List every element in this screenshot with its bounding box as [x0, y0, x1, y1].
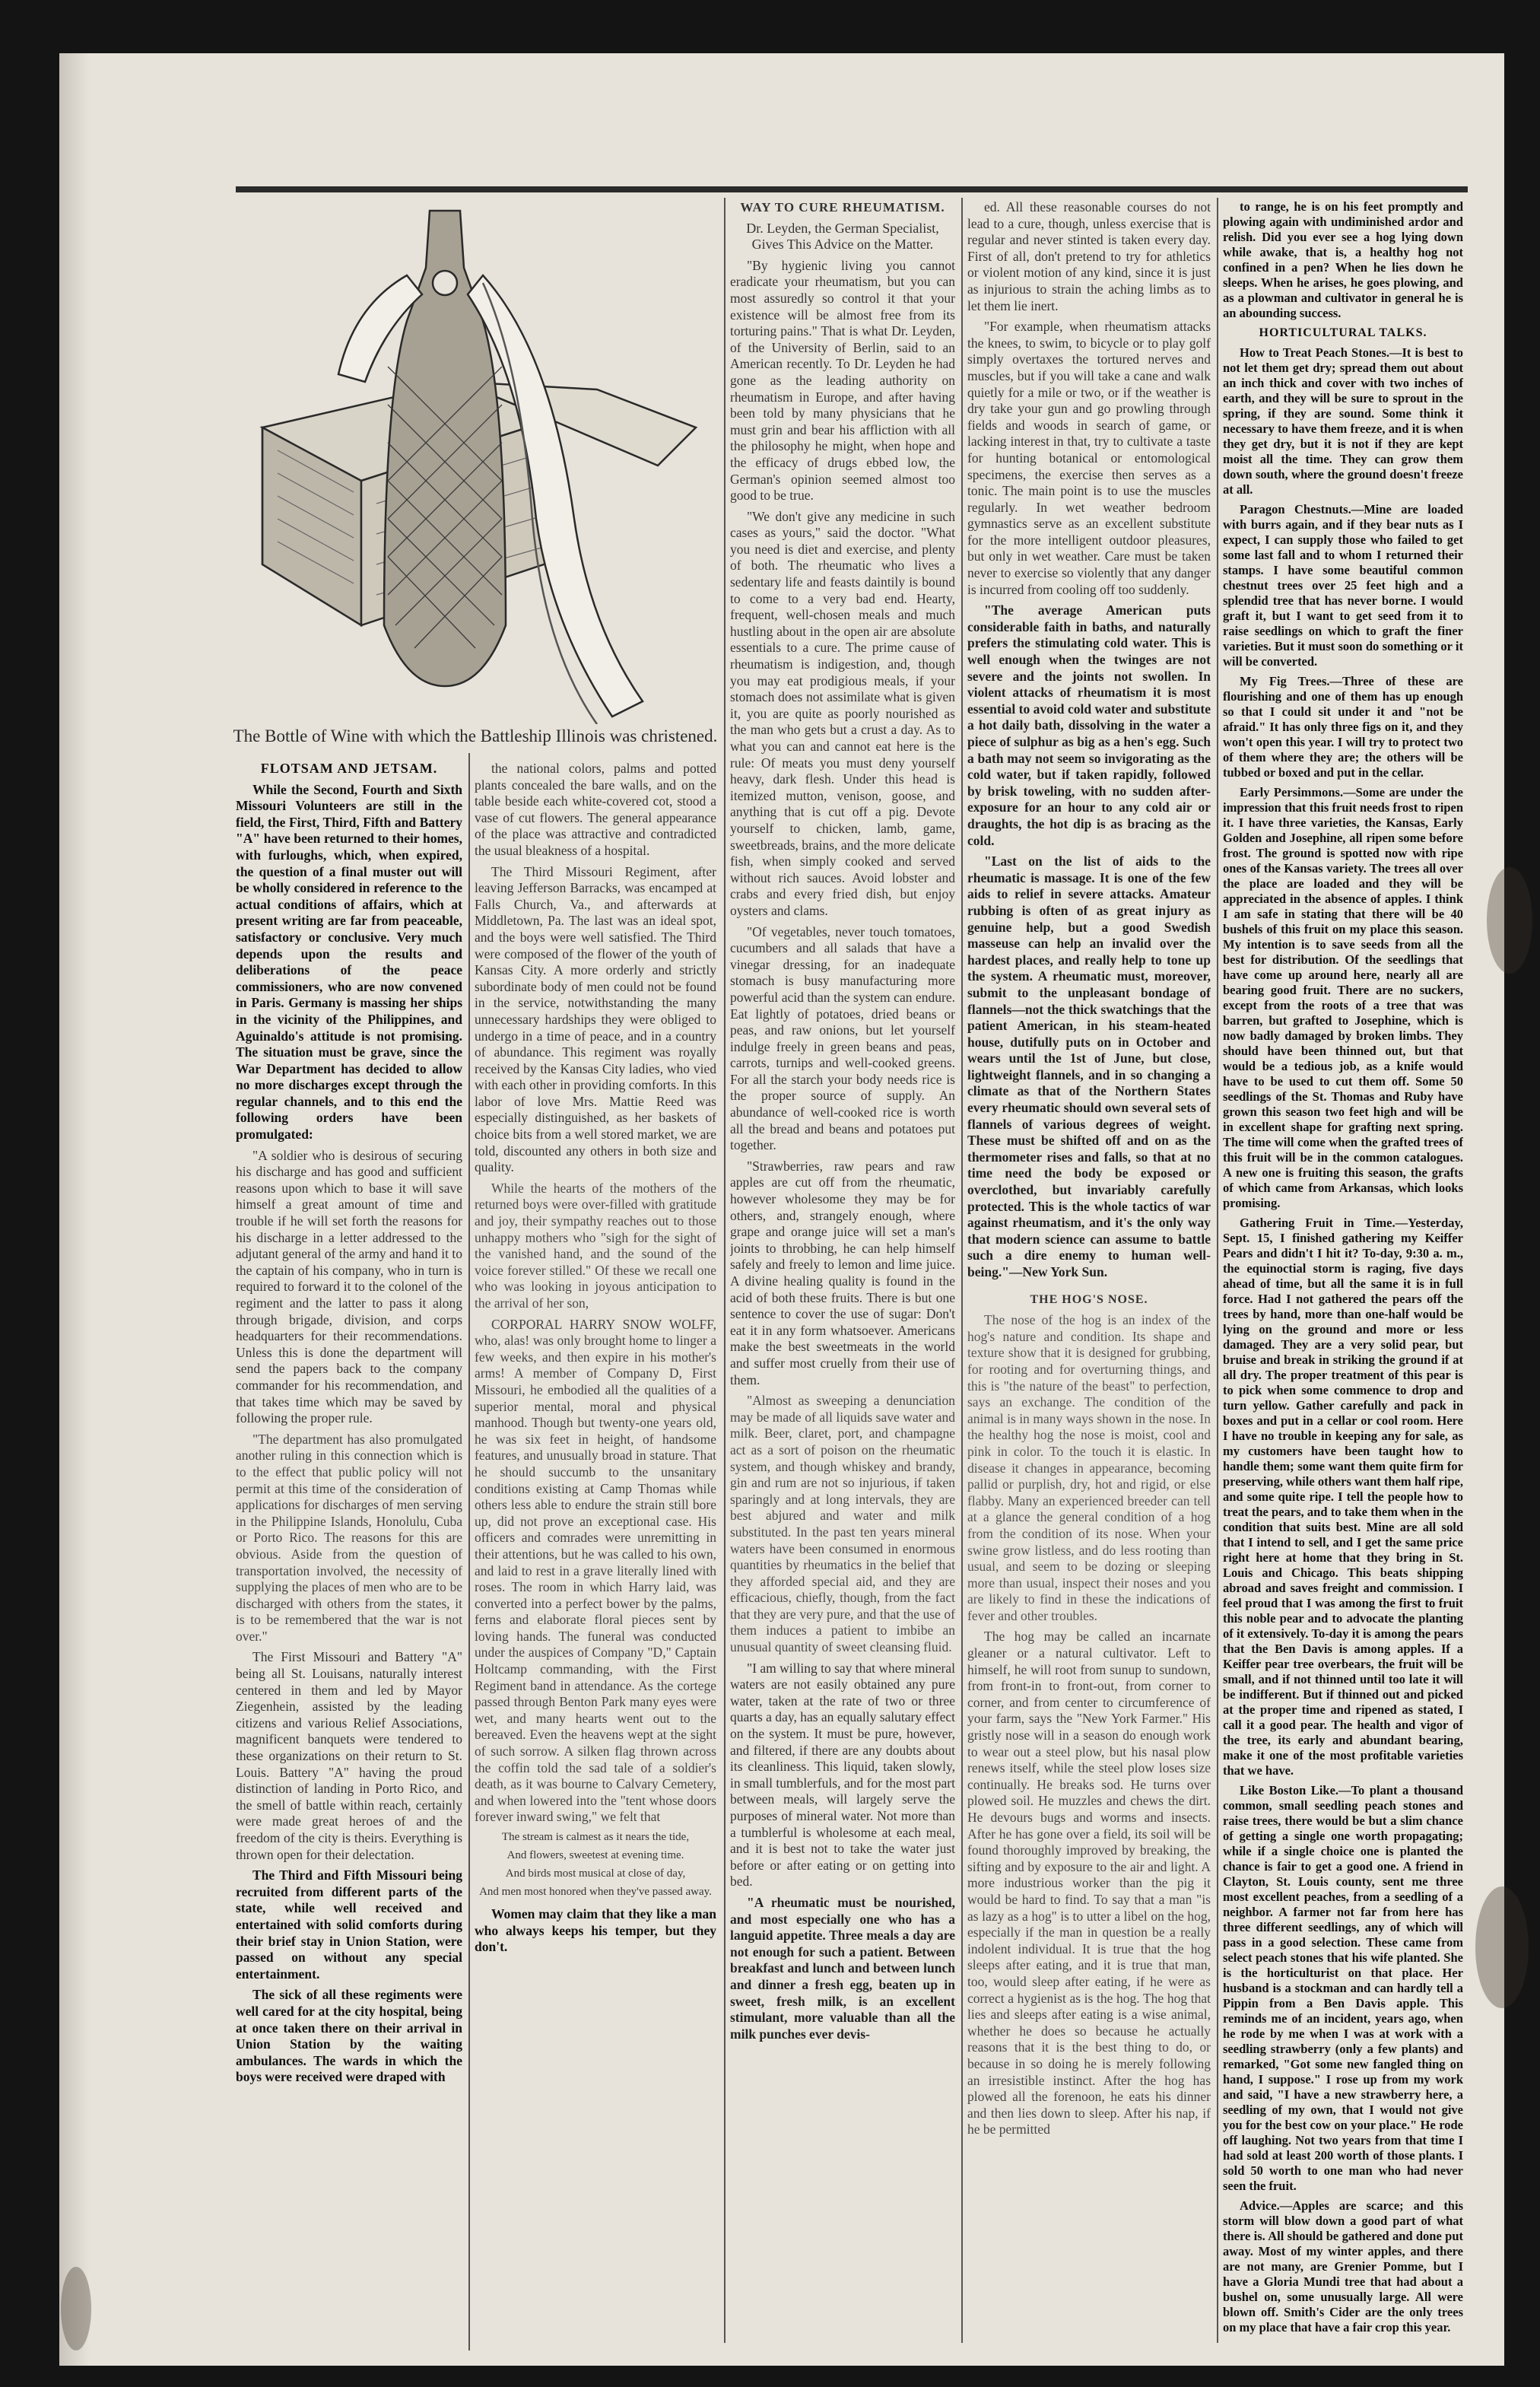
paragraph: "Almost as sweeping a denunciation may be made of all liquids save water and milk. Beer, claret, port, and champagne act as a sort of poison on the rheumatic system, and though whiskey and brandy, gin and rum are not so injurious, if taken sparingly and at long intervals, they are best abjured and water and milk substituted. In the past ten years mineral waters have been consumed in enormous quantities by rheumatics in the belief that they afforded special aid, and they are efficacious, chiefly, though, from the fact that they are very pure, and that the use of them induces a patient to imbibe an unusual quantity of sweet cleansing fluid.: [730, 1393, 955, 1655]
verse-line: And men most honored when they've passed away.: [479, 1886, 712, 1898]
paragraph: Like Boston Like.—To plant a thousand common, small seedling peach stones and raise trees, there would be but a slim chance of getting a single one worth propagating; while if a single choice one is planted the chance is fair to get a good one. A friend in Clayton, St. Louis county, sent me three most excellent peaches, from a seedling of a neighbor. A farmer not far from here has three different seedlings, any of which will pass in a good selection. These came from select peach stones that his wife planted. She is the horticulturist on that place. Her husband is a stockman and can hardly tell a Pippin from a Ben Davis apple. This reminds me of an incident, years ago, when he rode by me when I was at work with a seedling strawberry (only a few plants) and remarked, "Got some new fangled thing on hand, I suppose." I rose up from my work and said, "I have a new strawberry here, a seedling of my own, that I would not give you for the best cow on your place." He rode off laughing. Not two years from that time I had sold at least 200 worth of those plants. I sold 50 worth to one man who had never seen the fruit.: [1223, 1783, 1463, 2193]
paragraph: Gathering Fruit in Time.—Yesterday, Sept. 15, I finished gathering my Keiffer Pears and didn't I hit it? To-day, 9:30 a. m., the equinoctial storm is raging, five days ahead of time, but all the same it is in full force. Had I not gathered the pears off the trees by hand, more than one-half would be lying on the ground and more or less damaged. They are a very solid pear, but bruise and break in striking the ground if at all dry. The proper treatment of this pear is to pick when some commence to drop and turn yellow. Gather carefully and pack in boxes and put in a cellar or cool room. Here I have no trouble in keeping any for sale, as my customers have been taught how to handle them; some want them quite firm for preserving, while others want them half ripe, and some quite ripe. I tell the people how to treat the pears, and to take them when in the condition that suits best. Mine are all sold that I intend to sell, and I get the same price right here at home that they bring in St. Louis and Chicago. This beats shipping abroad and saves freight and commission. I feel proud that I was among the first to fruit this noble pear and to advocate the planting of it extensively. To-day it is among the pears that the Ben Davis is among apples. If a Keiffer pear tree overbears, the fruit will be small, and if not thinned until too late it will be indifferent. But if thinned out and picked at the proper time and ripened as stated, I call it a good pear. The health and vigor of the tree, its early and abundant bearing, make it one of the most profitable varieties that we have.: [1223, 1216, 1463, 1778]
paragraph: "I am willing to say that where mineral waters are not easily obtained any pure water, taken at the rate of two or three quarts a day, has an equally salutary effect on the system. It must be pure, however, and filtered, if there are any doubts about its cleanliness. This liquid, taken slowly, in small tumblerfuls, and for the most part between meals, will largely serve the purposes of mineral water. Not more than a tumblerful is wholesome at each meal, and it is best not to take the water just before or after eating or on getting into bed.: [730, 1660, 955, 1890]
paragraph: The Third Missouri Regiment, after leaving Jefferson Barracks, was encamped at Falls Church, Va., and afterwards at Middletown, Pa. The last was an ideal spot, and the boys were well satisfied. The Third were composed of the flower of the youth of Kansas City. A more orderly and strictly subordinate body of men could not be found in the service, notwithstanding the many unnecessary hardships they were obliged to undergo in a time of peace, and in a country of abundance. This regiment was royally received by the Kansas City ladies, who vied with each other in providing comforts. In this labor of love Mrs. Mattie Reed was especially distinguished, as her baskets of choice bits from a well stored market, we are told, discounted any others in both size and quality.: [475, 863, 716, 1175]
paragraph: The nose of the hog is an index of the hog's nature and condition. Its shape and texture show that it is designed for grubbing, for rooting and for overturning things, and this is "the nature of the beast" to perfection, says an exchange. The condition of the animal is in many ways shown in the nose. In the healthy hog the nose is moist, cool and pink in color. To the touch it is elastic. In disease it changes in appearance, becoming pallid or purplish, dry, hot and rigid, or else flabby. Many an experienced breeder can tell at a glance the general condition of a hog from the condition of its nose. When your swine grow listless, and do less rooting than usual, and seem to be dozing or sleeping more than usual, inspect their noses and you are likely to find in these the indications of fever and other troubles.: [967, 1312, 1211, 1623]
column-flotsam: [236, 761, 462, 2350]
verse-line: And birds most musical at close of day,: [505, 1867, 686, 1880]
article-heading: WAY TO CURE RHEUMATISM.: [740, 200, 945, 215]
column-divider: [468, 753, 470, 2350]
article-heading: HORTICULTURAL TALKS.: [1259, 326, 1427, 339]
illustration-caption: The Bottle of Wine with which the Battleship Illinois was christened.: [233, 726, 718, 745]
paragraph: "The average American puts considerable faith in baths, and naturally prefers the stimulating cold water. This is well enough when the twinges are not severe and the joints not swollen. In violent attacks of rheumatism it is most essential to avoid cold water and substitute a hot daily bath, dissolving in the water a piece of sulphur as big as a hen's egg. Such a bath may not seem so invigorating as the cold water, but if taken rapidly, followed by brisk toweling, with no sudden after-exposure for an hour to any cold air or draughts, the hot dip is as bracing as the cold.: [967, 602, 1211, 848]
paragraph: "Strawberries, raw pears and raw apples are cut off from the rheumatic, however wholesome they may be for others, and, strangely enough, where grape and orange juice will set a man's joints to throbbing, he can help himself safely and freely to lemon and lime juice. A divine healing quality is found in the acid of both these fruits. There is but one sentence to cover the use of sugar: Don't eat it in any form whatsoever. Americans make the best sweetmeats in the world and suffer most cruelly from their use of them.: [730, 1158, 955, 1387]
paragraph: The hog may be called an incarnate gleaner or a natural cultivator. Left to himself, he will root from sunup to sundown, from front-in to front-out, from corner to corner, and from center to circumference of your farm, says the "New York Farmer." His gristly nose will in a season do enough work to wear out a steel plow, but his nasal plow renews itself, while the steel plow loses size continually. He breaks sod. He turns over plowed soil. He muzzles and chews the dirt. He devours bugs and worms and insects. After he has gone over a field, its soil will be found thoroughly improved by breaking, the sifting and by exposure to the air and light. A more industrious worker than the pig it would be hard to find. To say that a man "is as lazy as a hog" is to utter a libel on the hog, especially if the man in question be a really indolent individual. It is true that the hog sleeps after eating, and it is true that man, too, would sleep after eating, if he were as correct a hygienist as is the hog. The hog that lies and sleeps after eating is a wise animal, whether he does so because he actually reasons that it is the best thing to do, or because in so doing he is merely following an irresistible instinct. After the hog has plowed all the forenoon, he eats his dinner and then lies down to sleep. After his nap, if he be permitted: [967, 1629, 1211, 2137]
article-heading: THE HOG'S NOSE.: [1030, 1292, 1148, 1306]
ink-stain: [1475, 1886, 1529, 2008]
paragraph: ed. All these reasonable courses do not lead to a cure, though, unless exercise that is regular and never stinted is taken every day. First of all, don't pretend to try for athletics or violent motion of any kind, since it is just as injurious to strain the aching limbs as to let them lie inert.: [967, 199, 1211, 313]
wine-bottle-illustration: [232, 199, 719, 724]
paragraph: "A soldier who is desirous of securing his discharge and has good and sufficient reasons upon which to base it will save himself a great amount of time and trouble if he will set forth the reasons for his discharge in a letter addressed to the adjutant general of the army and hand it to the captain of his company, who in turn is required to forward it to the colonel of the regiment and the latter to pass it along through brigade, division, and corps headquarters for their recommendations. Unless this is done the department will send the papers back to the company commander for his recommendation, and that takes time which may be saved by following the proper rule.: [236, 1147, 462, 1426]
paragraph: "Of vegetables, never touch tomatoes, cucumbers and all salads that have a vinegar dressing, for an inadequate stomach is busy manufacturing more powerful acid than the system can endure. Eat lightly of potatoes, dried beans or peas, and raw onions, but let yourself indulge freely in green beans and peas, carrots, turnips and well-cooked greens. For all the starch your body needs rice is the proper source of supply. An abundance of well-cooked rice is worth all the bread and beans and potatoes put together.: [730, 923, 955, 1153]
paragraph: My Fig Trees.—Three of these are flourishing and one of them has up enough so that I could sit under it and "not be afraid." It has only three figs on it, and they won't open this year. I will try to protect two of them where they are; the others will be tubbed or boxed and put in the cellar.: [1223, 674, 1463, 780]
paragraph: The First Missouri and Battery "A" being all St. Louisans, naturally interest centered in them and led by Mayor Ziegenhein, assisted by the leading citizens and various Relief Associations, magnificent banquets were tendered to these organizations on their return to St. Louis. Battery "A" having the proud distinction of landing in Porto Rico, and the smell of battle within reach, certainly were made great heroes of and the freedom of the city is theirs. Everything is thrown open for their delectation.: [236, 1649, 462, 1862]
column-divider: [961, 198, 963, 2343]
paragraph: CORPORAL HARRY SNOW WOLFF, who, alas! was only brought home to linger a few weeks, and then expire in his mother's arms! A member of Company D, First Missouri, he embodied all the qualities of a superior mental, moral and physical manhood. Though but twenty-one years old, he was six feet in height, of handsome features, and unusually broad in stature. That he should succumb to the unsanitary conditions existing at Camp Thomas while others less able to endure the strain still bore up, did not prove an exceptional case. His officers and comrades were unremitting in their attentions, but he was called to his own, and laid to rest in a grave literally lined with roses. The room in which Harry laid, was converted into a perfect bower by the palms, ferns and elaborate floral pieces sent by loving hands. The funeral was conducted under the auspices of Company "D," Captain Holtcamp commanding, with the First Regiment band in attendance. As the cortege passed through Benton Park many eyes were wet, and many hearts went out to the bereaved. Even the heavens wept at the sight of such sorrow. A silken flag thrown across the coffin told the sad tale of a soldier's death, as it was bourne to Calvary Cemetery, and when lowered into the "tent whose doors forever inward swing," we felt that: [475, 1316, 716, 1825]
ink-stain: [61, 2267, 91, 2350]
closing-line: Women may claim that they like a man who always keeps his temper, but they don't.: [475, 1906, 716, 1955]
column-horticultural: [1223, 199, 1463, 2352]
column-rheumatism: [730, 199, 955, 2352]
paragraph: "We don't give any medicine in such cases as yours," said the doctor. "What you need is diet and exercise, and plenty of both. The rheumatic who lives a sedentary life and feasts daintily is bound to come to a very bad end. Hearty, frequent, well-chosen meals and much hustling about in the open air are absolute essentials to a cure. The prime cause of rheumatism is indigestion, and, though you may eat prodigious meals, if your stomach does not assimilate what is given it, you are quite as poorly nourished as the man who gets but a crust a day. As to what you can and cannot eat here is the rule: Of meats you must deny yourself heavy, dark flesh. Under this head is itemized mutton, venison, goose, and anything that is cut off a pig. Devote yourself to chicken, lamb, game, sweetbreads, brains, and the more delicate fish, when simply cooked and served without rich sauces. Avoid lobster and crabs and every fried dish, but enjoy oysters and clams.: [730, 508, 955, 918]
paragraph: to range, he is on his feet promptly and plowing again with undiminished ardor and relish. Did you ever see a hog lying down while awake, that is, a healthy hog not confined in a pen? When he lies down he sleeps. When he arises, he goes plowing, and as a plowman and cultivator in general he is an abounding success.: [1223, 199, 1463, 320]
paragraph: "Last on the list of aids to the rheumatic is massage. It is one of the few aids to relief in severe attacks. Amateur rubbing is often of as great injury as genuine help, but a good Swedish masseuse can help an invalid over the hardest places, and really help to tone up the system. A rheumatic must, moreover, submit to the unpleasant bondage of flannels—not the thick swatchings that the patient American, in his steam-heated house, dutifully puts on in October and wears until the 1st of June, but close, lightweight flannels, and in so changing a climate as that of the Northern States every rheumatic should own several sets of flannels of various degrees of weight. These must be shifted off and on as the thermometer rises and falls, so that at no time need the body be exposed or overclothed, but invariably carefully protected. This is the whole tactics of war against rheumatism, and it's the only way that modern science can assume to battle such a dire enemy to human well-being."—New York Sun.: [967, 853, 1211, 1279]
column-hospital-report: [475, 761, 716, 2350]
paragraph: The sick of all these regiments were well cared for at the city hospital, being at once taken there on their arrival in Union Station by the waiting ambulances. The wards in which the boys were received were draped with: [236, 1987, 462, 2085]
page-edge-shadow: [59, 53, 90, 2366]
paragraph: The Third and Fifth Missouri being recruited from different parts of the state, while well received and entertained with solid comforts during their brief stay in Union Station, were passed on without any special entertainment.: [236, 1867, 462, 1982]
paragraph: While the Second, Fourth and Sixth Missouri Volunteers are still in the field, the First, Third, Fifth and Battery "A" have been returned to their homes, with furloughs, which, when expired, the question of a final muster out will be wholly considered in reference to the actual conditions of affairs, which at present writing are far from peaceable, satisfactory or conclusive. Very much depends upon the results and deliberations of the peace commissioners, who are now convened in Paris. Germany is massing her ships in the vicinity of the Philippines, and Aguinaldo's attitude is not promising. The situation must be grave, since the War Department has decided to allow no more discharges except through the regular channels, and to this end the following orders have been promulgated:: [236, 781, 462, 1143]
paragraph: "By hygienic living you cannot eradicate your rheumatism, but you can most assuredly so control it that your existence will be almost free from its torturing pains." That is what Dr. Leyden, of the University of Berlin, said to an American recently. To Dr. Leyden he had gone as the leading authority on rheumatism in Europe, and after having been told by many physicians that he must grin and bear his affliction with all the philosophy he might, when hope and the efficacy of drugs ebbed low, the German's opinion seemed almost too good to be true.: [730, 257, 955, 504]
verse-line: And flowers, sweetest at evening time.: [506, 1849, 684, 1861]
verse-line: The stream is calmest as it nears the tide,: [501, 1831, 690, 1843]
paragraph: Early Persimmons.—Some are under the impression that this fruit needs frost to ripen it. I have three varieties, the Kansas, Early Golden and Josephine, all ripen some before frost. The ground is spotted now with ripe ones of the Kansas variety. The trees all over the place are loaded and they will be appreciated in the absence of apples. I think I am safe in stating that there will be 40 bushels of this fruit on my place this season. My intention is to save seeds from all the best for distribution. Of the seedlings that have come up around here, nearly all are bearing good fruit. There are no suckers, except from the roots of a tree that was barren, but grafted to Josephine, which is now badly damaged by broken limbs. They should have been thinned out, but that would be a tedious job, as a knife would have to be used to cut them off. Some 50 seedlings of the St. Thomas and Ruby have grown this season two feet high and will be in excellent shape for grafting next spring. The time will come when the grafted trees of this fruit will be in the common catalogues. A new one is fruiting this season, the grafts of which came from Arkansas, which looks promising.: [1223, 785, 1463, 1210]
paragraph: While the hearts of the mothers of the returned boys were over-filled with gratitude and joy, their sympathy reaches out to those unhappy mothers who "sigh for the sight of the vanished hand, and the sound of the voice forever stilled." Of these we recall one who was looking in joyous anticipation to the arrival of her son,: [475, 1180, 716, 1311]
column-divider: [1217, 198, 1218, 2343]
paragraph: "For example, when rheumatism attacks the knees, to swim, to bicycle or to play golf simply overtaxes the tortured nerves and muscles, but if you will take a cane and walk quietly for a mile or two, or if the weather is dry take your gun and go prowling through fields and woods in search of game, or lacking interest in that, try to cultivate a taste for hunting botanical or entomological specimens, the exercise then serves as a tonic. The main point is to use the muscles regularly. In wet weather bedroom gymnastics serve as an excellent substitute for the more intelligent outdoor pleasures, but only in wet weather. Care must be taken never to exercise so violently that any danger is incurred from cooling off too suddenly.: [967, 319, 1211, 597]
ink-stain: [1487, 867, 1532, 974]
column-rheumatism-continued: [967, 199, 1211, 2352]
paragraph: Advice.—Apples are scarce; and this storm will blow down a good part of what there is. All should be gathered and done put away. Most of my winter apples, and there are not many, are Grenier Pomme, but I have a Gloria Mundi tree that had about a bushel on, some unusually large. All were blown off. Smith's Cider are the only trees on my place that have a fair crop this year.: [1223, 2198, 1463, 2335]
article-heading: FLOTSAM AND JETSAM.: [260, 761, 438, 776]
paragraph: "A rheumatic must be nourished, and most especially one who has a languid appetite. Three meals a day are not enough for such a patient. Between breakfast and lunch and between lunch and dinner a fresh egg, beaten up in sweet, fresh milk, is an excellent stimulant, more valuable than all the milk punches ever devis-: [730, 1894, 955, 2042]
article-subheading: Dr. Leyden, the German Specialist, Gives This Advice on the Matter.: [746, 220, 939, 253]
paragraph: How to Treat Peach Stones.—It is best to not let them get dry; spread them out about an inch thick and cover with two inches of earth, and they will be sure to sprout in the spring, if they are sound. Some think it necessary to have them freeze, and it is when they get dry, but it is not if they are kept moist all the time. They can grow them down south, where the ground doesn't freeze at all.: [1223, 345, 1463, 497]
paragraph: "The department has also promulgated another ruling in this connection which is to the effect that public policy will not permit at this time of the consideration of applications for discharges of men serving in the Philippine Islands, Honolulu, Cuba or Porto Rico. The reasons for this are obvious. Aside from the question of transportation involved, the necessity of supplying the places of men who are to be discharged with others from the states, it is to be remembered that the war is not over.": [236, 1431, 462, 1644]
paragraph: Paragon Chestnuts.—Mine are loaded with burrs again, and if they bear nuts as I expect, I can supply those who failed to get some last fall and to whom I returned their stamps. I have some beautiful common chestnut trees over 25 feet high and a splendid tree that has never borne. I would graft it, but I want to get seed from it to raise seedlings on which to graft the finer varieties. But it must soon do something or it will be converted.: [1223, 502, 1463, 669]
header-rule: [236, 186, 1468, 192]
paragraph: the national colors, palms and potted plants concealed the bare walls, and on the table beside each white-covered cot, stood a vase of cut flowers. The general appearance of the place was attractive and contradicted the usual bleakness of a hospital.: [475, 761, 716, 858]
column-divider: [724, 198, 726, 2343]
